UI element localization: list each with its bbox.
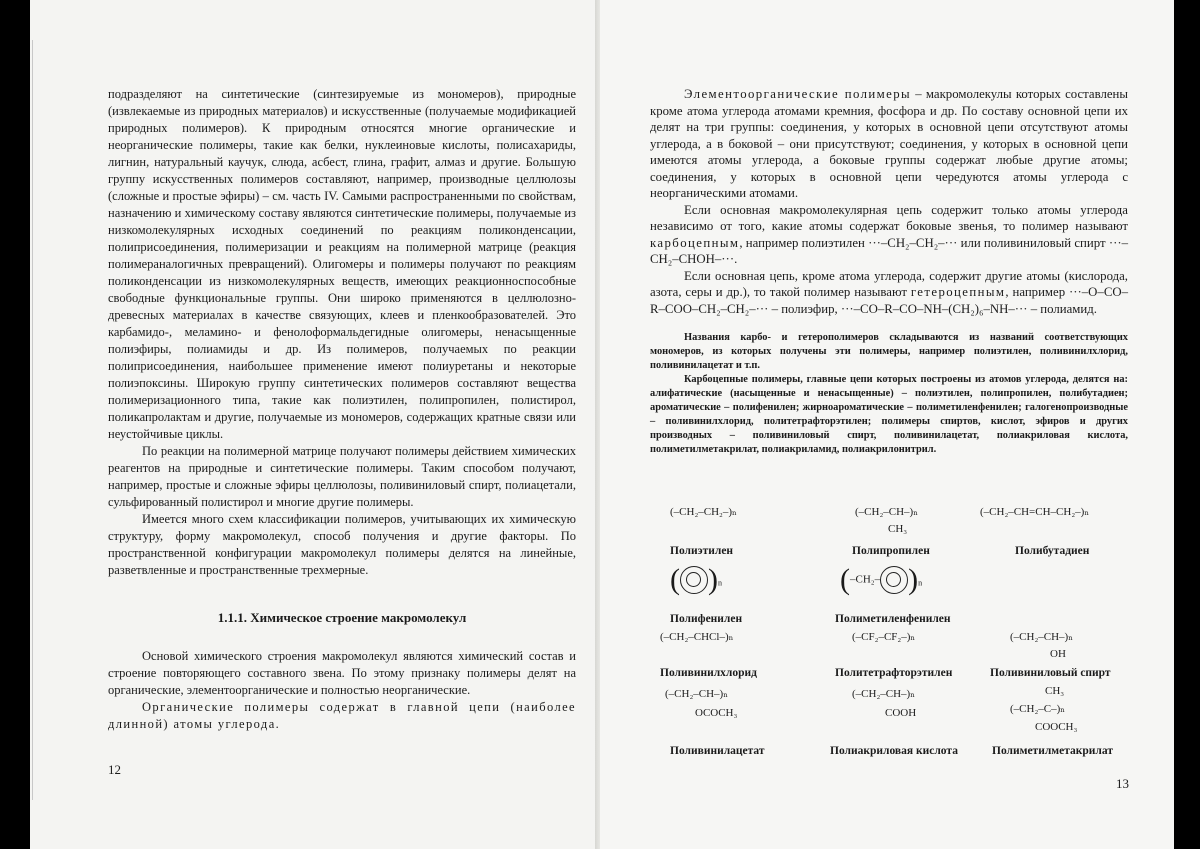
formula-polyphenylene: ( )$_n$ <box>670 563 722 596</box>
left-page-text <box>108 86 576 733</box>
name-pva: Поливиниловый спирт <box>990 667 1111 679</box>
formula-polymethylenephenylene: (–CH₂– )$_n$ <box>840 563 923 596</box>
left-page <box>30 0 600 849</box>
name-ptfe: Политетрафторэтилен <box>835 667 953 679</box>
page-number-right: 13 <box>1116 776 1129 791</box>
formula-paa: (–CH₂–CH–)ₙ <box>852 688 915 700</box>
small-note-1: Названия карбо- и гетерополимеров складываются из названий соответствующих мономеров, из которых получены эти полимеры, например полиэтилен, поливинилхлорид, поливинилацетат и т.п. <box>650 332 1128 371</box>
formula-pvac: (–CH₂–CH–)ₙ <box>665 688 728 700</box>
page-edge-mark <box>32 40 35 800</box>
small-note-2: Карбоцепные полимеры, главные цепи которых построены из атомов углерода, делятся на: алифатические (насыщенные и ненасыщенные) – полиэтилен, полипропилен, полибутадиен; ароматические – полифенилен; жирноароматические – полиметиленфенилен; галогенопроизводные – поливинилхлорид, политетрафторэтилен; полимеры спиртов, кислот, эфиров и других производных – поливиниловый спирт, поливинилацетат, полиакриловая кислота, полиметилметакрилат, полиакриламид, полиакрилонитрил. <box>650 374 1128 455</box>
right-paragraph-2a: Если основная макромолекулярная цепь содержит только атомы углерода независимо от того, какие атомы содержат боковые звенья, то полимер называют <box>650 202 1128 233</box>
name-polyethylene: Полиэтилен <box>670 545 734 557</box>
name-pvc: Поливинилхлорид <box>660 667 757 679</box>
term-carbochain: карбоцепным <box>650 235 740 250</box>
name-polybutadiene: Полибутадиен <box>1015 545 1090 557</box>
right-paragraph-3a: Если основная цепь, кроме атома углерода, содержит другие атомы (кислорода, азота, серы и др.), то такой полимер называют <box>650 268 1128 299</box>
benzene-ring-icon <box>880 566 908 594</box>
left-paragraph-2: По реакции на полимерной матрице получают полимеры действием химических реагентов на природные и синтетические полимеры. Таким способом получают, например, простые и сложные эфиры целлюлозы, поливиниловый спирт, полиацетали, сульфированный полистирол и многие другие полимеры. <box>108 444 576 509</box>
formula-pvac-sub: OCOCH₃ <box>695 707 738 719</box>
left-paragraph-1: подразделяют на синтетические (синтезируемые из мономеров), природные (извлекаемые из природных материалов) и искусственные (получаемые модификацией природных полимеров). К природным относятся многие органические и неорганические полимеры, такие как белки, нуклеиновые кислоты, полисахариды, лигнин, натуральный каучук, слюда, асбест, глина, графит, алмаз и другие. Большую группу искусственных полимеров составляют, например, производные целлюлозы (сложные и простые эфиры) – см. часть IV. Самыми распространенными по свойствам, назначению и химическому составу являются синтетические полимеры, получаемые из низкомолекулярных исходных соединений по реакциям поликонденсации, полиприсоединения, полимеризации и реакциям на полимерной матрице (реакция полимераналогичных превращений). Олигомеры и полимеры получают по реакциям поликонденсации из низкомолекулярных веществ, имеющих реакционноспособные свободные функциональные группы. Они широко применяются в целлюлозно-древесных материалах в качестве связующих, клеев и пленкообразователей. Это карбамидо-, меламино- и фенолоформальдегидные олигомеры, ненасыщенные полиэфиры, полиамиды и др. Из полимеров, получаемых по реакции полиприсоединения, наибольшее применение имеют полиуретаны и некоторые полиэпоксины. Широкую группу синтетических полимеров составляют вещества полимеризационного типа, такие как полиэтилен, полипропилен, полистирол, поликапролактам и другие, получаемые из мономеров, содержащих кратные связи или неустойчивые циклы. <box>108 87 576 441</box>
term-elementorganic: Элементоорганические полимеры <box>684 87 912 101</box>
formula-pvc: (–CH₂–CHCl–)ₙ <box>660 631 734 643</box>
right-paragraph-1: – макромолекулы которых составлены кроме атома углерода атомами кремния, фосфора и др. По составу основной цепи их делят на три группы: соединения, у которых в основной цепи отсутствуют атомы углерода, а в боковой – они присутствуют; соединения, у которых в основной цепи имеются атомы углерода, а боковые группы содержат любые другие атомы; соединения, у которых в основной цепи чередуются атомы углерода с неорганическими атомами. <box>650 87 1129 200</box>
left-paragraph-3: Имеется много схем классификации полимеров, учитывающих их химическую структуру, форму макромолекул, способ получения и другие факторы. По пространственной конфигурации макромолекул полимеры делятся на линейные, разветвленные и пространственные трехмерные. <box>108 512 576 577</box>
right-page <box>600 0 1174 849</box>
name-polymethylenephenylene: Полиметиленфенилен <box>835 613 951 625</box>
right-page-text <box>650 86 1128 457</box>
term-heterochain: гетероцепным <box>910 285 1006 299</box>
formula-ptfe: (–CF₂–CF₂–)ₙ <box>852 631 916 643</box>
formula-polypropylene: (–CH₂–CH–)ₙ <box>855 506 918 518</box>
name-pvac: Поливинилацетат <box>670 745 765 757</box>
formula-polypropylene-sub: CH₃ <box>888 523 908 535</box>
benzene-ring-icon <box>680 566 708 594</box>
formula-pmma: (–CH₂–C–)ₙ <box>1010 703 1066 715</box>
name-polyphenylene: Полифенилен <box>670 613 743 625</box>
formula-pva: (–CH₂–CH–)ₙ <box>1010 631 1073 643</box>
left-paragraph-5: Органические полимеры содержат в главной цепи (наиболее длинной) атомы углерода. <box>108 700 576 731</box>
name-pmma: Полиметилметакрилат <box>992 745 1113 757</box>
left-paragraph-4: Основой химического строения макромолекул являются химический состав и строение повторяющего составного звена. По этому признаку полимеры делят на органические, элементоорганические и полностью неорганические. <box>108 649 576 697</box>
formula-pmma-sub: COOCH₃ <box>1035 721 1078 733</box>
formula-ch2-group: –CH₂– <box>850 573 881 586</box>
section-heading: 1.1.1. Химическое строение макромолекул <box>217 610 467 625</box>
name-polypropylene: Полипропилен <box>852 545 930 557</box>
page-number-left: 12 <box>108 762 121 777</box>
formula-pmma-top: CH₃ <box>1045 685 1065 697</box>
name-paa: Полиакриловая кислота <box>830 745 958 757</box>
formula-table <box>630 495 1170 775</box>
formula-polyethylene: (–CH₂–CH₂–)ₙ <box>670 506 737 518</box>
right-paragraph-3c: , например ···–O–CO–R–COO–CH₂–CH₂–··· – полиэфир, ···–CO–R–CO–NH–(CH₂)₆–NH–··· – полиамид. <box>650 285 1128 316</box>
formula-paa-sub: COOH <box>885 707 917 719</box>
right-paragraph-2c: , например полиэтилен ···–CH₂–CH₂–··· или поливиниловый спирт ···–CH₂–CHOH–···. <box>650 235 1128 266</box>
formula-pva-sub: OH <box>1050 648 1066 660</box>
formula-polybutadiene: (–CH₂–CH=CH–CH₂–)ₙ <box>980 506 1090 518</box>
